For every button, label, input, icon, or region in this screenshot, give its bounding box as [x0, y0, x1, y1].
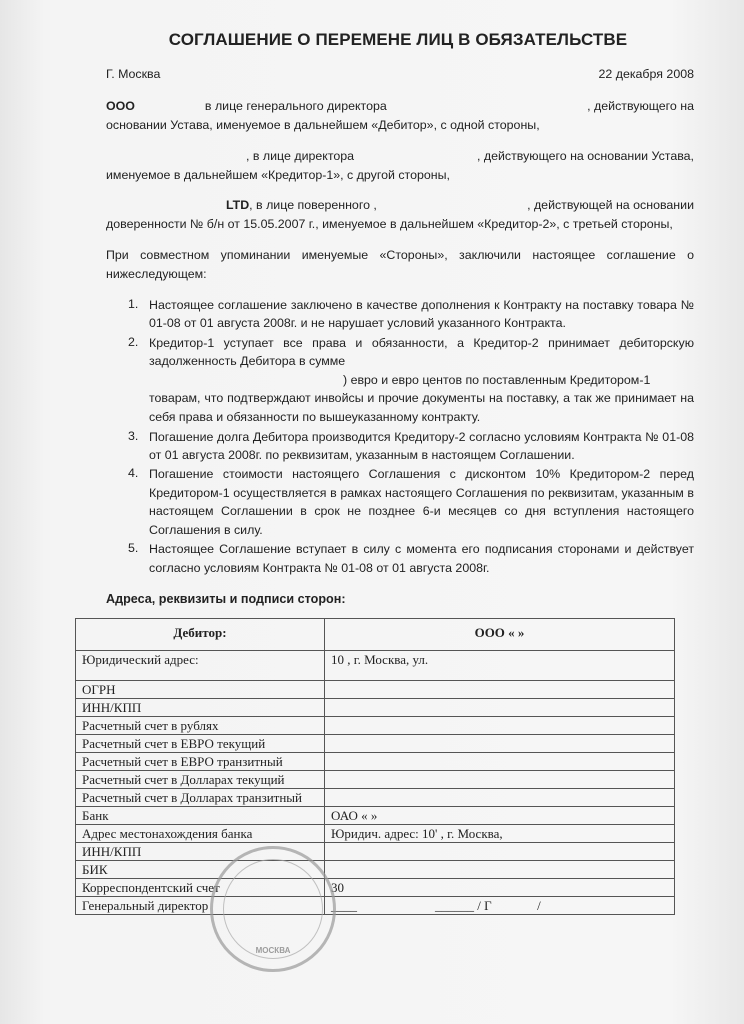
party1-line2: основании Устава, именуемое в дальнейшем «Дебитор», с одной стороны, [106, 118, 540, 132]
row-label: Расчетный счет в ЕВРО транзитный [76, 753, 325, 771]
item-line: 01-08 от 01 августа 2008г. и не нарушает условий указанного Контракта. [149, 316, 566, 330]
row-label: ИНН/КПП [76, 699, 325, 717]
intro-line2: нижеследующем: [106, 267, 207, 281]
table-row [76, 771, 675, 789]
table-row [76, 681, 675, 699]
item-line: настоящем Соглашении в срок не позднее 6-и месяцев со дня вступления настоящего [149, 504, 694, 518]
table-row [76, 825, 675, 843]
date: 22 декабря 2008 [598, 67, 694, 81]
document-title: СОГЛАШЕНИЕ О ПЕРЕМЕНЕ ЛИЦ В ОБЯЗАТЕЛЬСТВЕ [168, 30, 628, 49]
row-value [325, 861, 675, 879]
party2-line2: именуемое в дальнейшем «Кредитор-1», с другой стороны, [106, 168, 450, 182]
table-row [76, 717, 675, 735]
row-label: ОГРН [76, 681, 325, 699]
row-value [325, 681, 675, 699]
item-number: 2. [128, 335, 139, 349]
table-row [76, 753, 675, 771]
table-row [76, 897, 675, 915]
row-label: ИНН/КПП [76, 843, 325, 861]
requisites-heading: Адреса, реквизиты и подписи сторон: [106, 592, 346, 606]
table-row [76, 699, 675, 717]
requisites-table [75, 618, 675, 915]
table-row [76, 861, 675, 879]
party3-text: , в лице поверенного , [249, 198, 377, 212]
row-value [325, 789, 675, 807]
item-line: товарам, что подтверждают инвойсы и прочие документы на поставку, а так же принимает на [149, 391, 694, 405]
row-label: Генеральный директор [76, 897, 325, 915]
party3-org: LTD [226, 198, 250, 212]
table-row [76, 651, 675, 681]
row-value [325, 717, 675, 735]
company-stamp [210, 846, 336, 972]
header-cell: Дебитор: [76, 619, 325, 651]
item-line: Погашение долга Дебитора производится Кредитору-2 согласно условиям Контракта № 01-08 [149, 430, 694, 444]
item-number: 5. [128, 541, 139, 555]
row-value: 30 [325, 879, 675, 897]
row-value [325, 843, 675, 861]
item-line: от 01 августа 2008г. по реквизитам, указанным в настоящем Соглашении. [149, 448, 575, 462]
row-value: 10 , г. Москва, ул. [325, 651, 675, 681]
party2-text2: , действующего на основании Устава, [476, 149, 694, 163]
item-number: 1. [128, 297, 139, 311]
item-line: ) евро и евро центов по поставленным Кредитором-1 [343, 373, 651, 387]
row-label: Расчетный счет в Долларах текущий [76, 771, 325, 789]
row-value: Юридич. адрес: 10' , г. Москва, [325, 825, 675, 843]
item-number: 3. [128, 429, 139, 443]
row-label: БИК [76, 861, 325, 879]
party1-text2: , действующего на [587, 99, 694, 113]
row-value [325, 771, 675, 789]
item-line: Кредитором-1 осуществляется в рамках настоящего Соглашения по реквизитам, указанным в [149, 486, 694, 500]
row-value: ____ ______ / Г / [325, 897, 675, 915]
row-label: Расчетный счет в ЕВРО текущий [76, 735, 325, 753]
table-row [76, 879, 675, 897]
item-line: Настоящее соглашение заключено в качестве дополнения к Контракту на поставку товара № [149, 298, 694, 312]
party3-line2: доверенности № б/н от 15.05.2007 г., именуемое в дальнейшем «Кредитор-2», с третьей стороны, [106, 217, 673, 231]
city: Г. Москва [106, 67, 161, 81]
row-label: Банк [76, 807, 325, 825]
party2-text: , в лице директора [246, 149, 355, 163]
row-label: Корреспондентский счет [76, 879, 325, 897]
party1-text: в лице генерального директора [204, 99, 387, 113]
row-label: Расчетный счет в Долларах транзитный [76, 789, 325, 807]
row-value: ОАО « » [325, 807, 675, 825]
row-value [325, 699, 675, 717]
item-line: согласно условиям Контракта № 01-08 от 01 августа 2008г. [149, 561, 490, 575]
row-value [325, 735, 675, 753]
party3-text2: , действующей на основании [527, 198, 694, 212]
row-label: Расчетный счет в рублях [76, 717, 325, 735]
party1-line1 [106, 98, 694, 114]
item-line: Соглашения в силу. [149, 523, 263, 537]
item-number: 4. [128, 466, 139, 480]
item-line: задолженность Дебитора в сумме [149, 354, 346, 368]
party3-line1 [106, 197, 694, 213]
stamp-text: МОСКВА [255, 946, 291, 955]
row-value [325, 753, 675, 771]
table-row [76, 789, 675, 807]
item-line: Настоящее Соглашение вступает в силу с момента его подписания сторонами и действует [149, 542, 694, 556]
item-line: себя права и обязанности по вышеуказанному контракту. [149, 410, 481, 424]
table-header-row [76, 619, 675, 651]
table-row [76, 807, 675, 825]
party1-org: ООО [106, 99, 135, 113]
row-label: Юридический адрес: [76, 651, 325, 681]
party2-line1 [106, 148, 694, 164]
row-label: Адрес местонахождения банка [76, 825, 325, 843]
item-line: Погашение стоимости настоящего Соглашения с дисконтом 10% Кредитором-2 перед [149, 467, 694, 481]
intro-line1: При совместном упоминании именуемые «Стороны», заключили настоящее соглашение о [106, 248, 694, 262]
item-line: Кредитор-1 уступает все права и обязанности, а Кредитор-2 принимает дебиторскую [149, 336, 694, 350]
table-row [76, 843, 675, 861]
table-row [76, 735, 675, 753]
header-cell: ООО « » [325, 619, 675, 651]
